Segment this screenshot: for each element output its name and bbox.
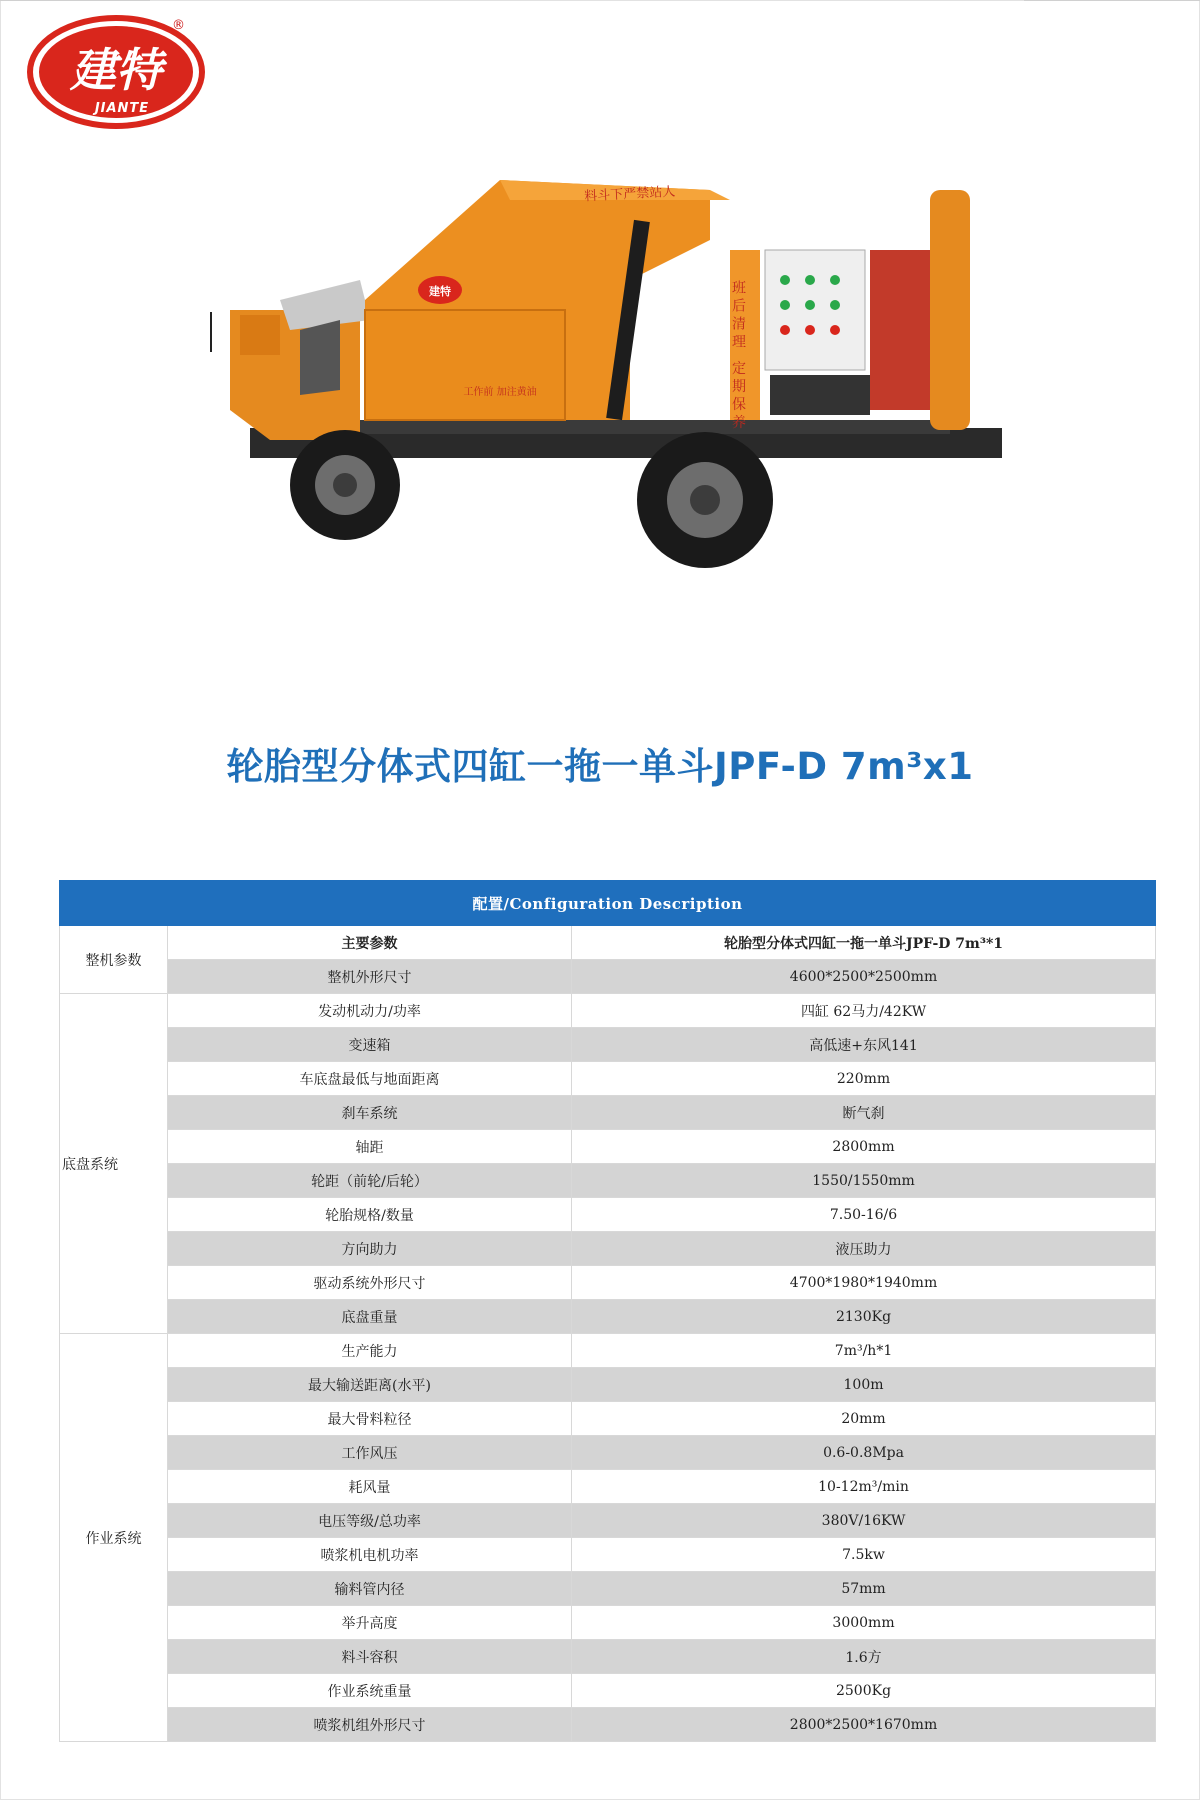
table-row: [60, 1538, 1156, 1572]
param-cell: 最大输送距离(水平): [168, 1368, 572, 1402]
table-row: [60, 1062, 1156, 1096]
param-cell: 车底盘最低与地面距离: [168, 1062, 572, 1096]
table-row: [60, 1674, 1156, 1708]
param-cell: 举升高度: [168, 1606, 572, 1640]
value-cell: 2500Kg: [572, 1674, 1156, 1708]
value-cell: 3000mm: [572, 1606, 1156, 1640]
registered-mark: ®: [172, 18, 185, 33]
param-cell: 整机外形尺寸: [168, 960, 572, 994]
table-row: [60, 994, 1156, 1028]
value-cell: 7.50-16/6: [572, 1198, 1156, 1232]
param-cell: 轴距: [168, 1130, 572, 1164]
value-cell: 380V/16KW: [572, 1504, 1156, 1538]
value-cell: 57mm: [572, 1572, 1156, 1606]
value-cell: 1550/1550mm: [572, 1164, 1156, 1198]
value-cell: 7.5kw: [572, 1538, 1156, 1572]
top-divider-right: [1024, 0, 1200, 1]
category-cell: 底盘系统: [60, 994, 168, 1334]
param-cell: 驱动系统外形尺寸: [168, 1266, 572, 1300]
param-cell: 料斗容积: [168, 1640, 572, 1674]
spec-table-header: 配置/Configuration Description: [60, 881, 1156, 926]
value-cell: 4700*1980*1940mm: [572, 1266, 1156, 1300]
table-row: [60, 1028, 1156, 1062]
value-cell: 7m³/h*1: [572, 1334, 1156, 1368]
value-cell: 20mm: [572, 1402, 1156, 1436]
table-row: [60, 1504, 1156, 1538]
small-notice-text: 工作前 加注黄油: [463, 387, 537, 398]
param-cell: 作业系统重量: [168, 1674, 572, 1708]
value-cell: 100m: [572, 1368, 1156, 1402]
table-row: [60, 1334, 1156, 1368]
table-row: [60, 926, 1156, 960]
logo-brand-en: JIANTE: [94, 101, 150, 116]
param-cell: 耗风量: [168, 1470, 572, 1504]
param-cell: 轮胎规格/数量: [168, 1198, 572, 1232]
top-divider-left: [0, 0, 150, 1]
hopper-badge-text: 建特: [429, 285, 451, 298]
category-cell: 整机参数: [60, 926, 168, 994]
category-cell: 作业系统: [60, 1334, 168, 1742]
value-cell: 1.6方: [572, 1640, 1156, 1674]
value-cell: 10-12m³/min: [572, 1470, 1156, 1504]
value-cell: 220mm: [572, 1062, 1156, 1096]
table-row: [60, 1708, 1156, 1742]
param-cell: 轮距（前轮/后轮）: [168, 1164, 572, 1198]
tire-shotcrete-machine-image: [210, 180, 1010, 620]
table-row: [60, 1640, 1156, 1674]
table-row: [60, 1096, 1156, 1130]
table-row: [60, 1470, 1156, 1504]
param-cell: 底盘重量: [168, 1300, 572, 1334]
table-row: [60, 1368, 1156, 1402]
table-row: [60, 1572, 1156, 1606]
product-title: 轮胎型分体式四缸一拖一单斗JPF-D 7m³x1: [226, 745, 974, 788]
table-row: [60, 960, 1156, 994]
param-cell: 喷浆机组外形尺寸: [168, 1708, 572, 1742]
logo-brand-cn: 建特: [70, 43, 162, 97]
param-cell: 生产能力: [168, 1334, 572, 1368]
value-cell: 2800mm: [572, 1130, 1156, 1164]
param-cell: 工作风压: [168, 1436, 572, 1470]
param-cell: 主要参数: [168, 926, 572, 960]
param-cell: 发动机动力/功率: [168, 994, 572, 1028]
table-row: [60, 1606, 1156, 1640]
param-cell: 电压等级/总功率: [168, 1504, 572, 1538]
param-cell: 变速箱: [168, 1028, 572, 1062]
value-cell: 四缸 62马力/42KW: [572, 994, 1156, 1028]
param-cell: 输料管内径: [168, 1572, 572, 1606]
table-row: [60, 1198, 1156, 1232]
table-row: [60, 1436, 1156, 1470]
table-row: [60, 1266, 1156, 1300]
spec-table: [59, 880, 1156, 1742]
param-cell: 方向助力: [168, 1232, 572, 1266]
table-row: [60, 1300, 1156, 1334]
table-row: [60, 1232, 1156, 1266]
value-cell: 0.6-0.8Mpa: [572, 1436, 1156, 1470]
table-row: [60, 1402, 1156, 1436]
param-cell: 喷浆机电机功率: [168, 1538, 572, 1572]
param-cell: 最大骨料粒径: [168, 1402, 572, 1436]
table-row: [60, 1130, 1156, 1164]
table-row: [60, 1164, 1156, 1198]
side-notice-text: 班后清理 定期保养: [730, 280, 746, 433]
value-cell: 断气刹: [572, 1096, 1156, 1130]
value-cell: 2130Kg: [572, 1300, 1156, 1334]
value-cell: 轮胎型分体式四缸一拖一单斗JPF-D 7m³*1: [572, 926, 1156, 960]
value-cell: 4600*2500*2500mm: [572, 960, 1156, 994]
hopper-warning-text: 料斗下严禁站人: [583, 184, 676, 205]
value-cell: 2800*2500*1670mm: [572, 1708, 1156, 1742]
value-cell: 高低速+东风141: [572, 1028, 1156, 1062]
value-cell: 液压助力: [572, 1232, 1156, 1266]
param-cell: 刹车系统: [168, 1096, 572, 1130]
